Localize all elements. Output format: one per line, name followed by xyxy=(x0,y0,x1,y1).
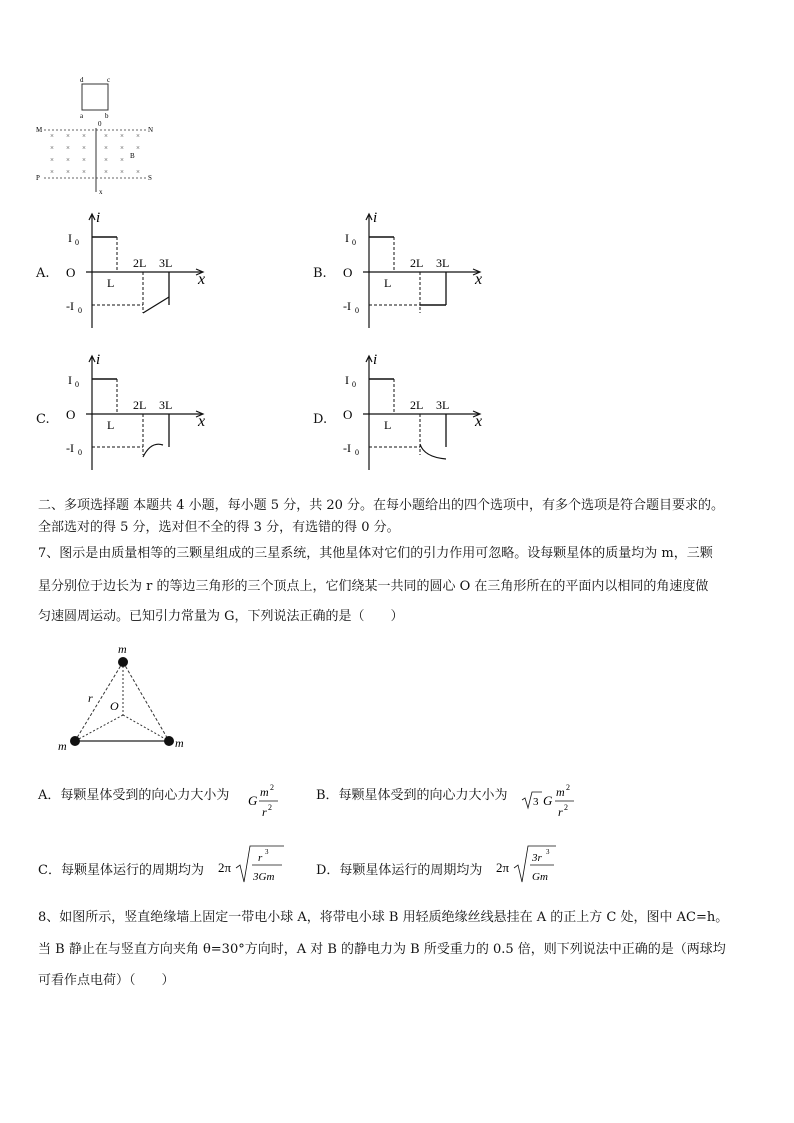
current-graph-a[interactable] xyxy=(62,210,212,335)
svg-text:3: 3 xyxy=(533,796,539,808)
label-a: a xyxy=(80,112,84,120)
svg-text:2: 2 xyxy=(564,803,568,812)
label-c: c xyxy=(107,76,111,84)
section-2-line-1: 二、多项选择题 本题共 4 小题，每小题 5 分，共 20 分。在每小题给出的四个选项中，有多个选项是符合题目要求的。 xyxy=(38,498,725,513)
svg-text:L: L xyxy=(107,276,115,290)
svg-text:m: m xyxy=(556,785,565,799)
label-m-left: m xyxy=(58,739,67,753)
svg-text:0: 0 xyxy=(352,380,356,389)
label-s: S xyxy=(148,174,152,182)
svg-text:2: 2 xyxy=(270,783,274,792)
svg-text:2L: 2L xyxy=(410,256,424,270)
label-b-field: B xyxy=(130,152,135,160)
svg-text:0: 0 xyxy=(352,238,356,247)
label-n: N xyxy=(148,126,154,134)
svg-text:×: × xyxy=(66,168,70,176)
q7-line-3: 匀速圆周运动。已知引力常量为 G，下列说法正确的是（ ） xyxy=(38,609,404,624)
svg-text:O: O xyxy=(66,265,76,280)
svg-text:×: × xyxy=(136,144,140,152)
svg-text:×: × xyxy=(120,168,124,176)
svg-text:3L: 3L xyxy=(436,398,450,412)
svg-text:O: O xyxy=(66,407,76,422)
svg-text:×: × xyxy=(104,156,108,164)
label-o: O xyxy=(110,699,119,713)
svg-text:O: O xyxy=(343,265,353,280)
svg-text:×: × xyxy=(82,156,86,164)
svg-text:x: x xyxy=(475,271,483,288)
svg-text:m: m xyxy=(260,785,269,799)
star-right xyxy=(164,736,174,746)
svg-text:×: × xyxy=(104,144,108,152)
svg-text:×: × xyxy=(136,168,140,176)
svg-text:G: G xyxy=(543,793,553,808)
svg-text:I: I xyxy=(68,231,72,245)
current-graph-c[interactable] xyxy=(62,352,212,477)
svg-text:-I: -I xyxy=(343,441,351,455)
q7-option-a[interactable] xyxy=(38,784,229,803)
q8-line-2: 当 B 静止在与竖直方向夹角 θ=30°方向时，A 对 B 的静电力为 B 所受重力的 0.5 倍，则下列说法中正确的是（两球均 xyxy=(38,942,726,957)
graph-option-letter-b: B. xyxy=(313,266,327,281)
label-m: M xyxy=(36,126,43,134)
graph-option-letter-d: D. xyxy=(313,412,328,427)
svg-text:0: 0 xyxy=(355,448,359,457)
q7-line-2: 星分别位于边长为 r 的等边三角形的三个顶点上，它们绕某一共同的圆心 O 在三角形所在的平面内以相同的角速度做 xyxy=(38,579,709,594)
magnetic-field-figure xyxy=(34,74,164,196)
svg-text:r: r xyxy=(258,852,263,864)
label-r: r xyxy=(88,691,93,705)
option-d-formula xyxy=(494,842,564,890)
svg-text:3L: 3L xyxy=(159,256,173,270)
svg-text:2: 2 xyxy=(268,803,272,812)
svg-text:×: × xyxy=(66,144,70,152)
option-b-formula xyxy=(520,780,580,822)
star-top xyxy=(118,657,128,667)
svg-text:i: i xyxy=(96,210,101,226)
label-d: d xyxy=(80,76,84,84)
svg-text:Gm: Gm xyxy=(532,871,548,883)
svg-text:×: × xyxy=(104,168,108,176)
svg-text:L: L xyxy=(384,418,392,432)
label-m-top: m xyxy=(118,642,127,656)
svg-text:2π: 2π xyxy=(496,860,510,875)
svg-text:x: x xyxy=(198,413,206,430)
svg-text:2L: 2L xyxy=(133,398,147,412)
svg-text:i: i xyxy=(373,210,378,226)
svg-text:2π: 2π xyxy=(218,860,232,875)
svg-text:-I: -I xyxy=(66,299,74,313)
svg-text:×: × xyxy=(82,132,86,140)
svg-text:×: × xyxy=(82,168,86,176)
option-c-text: C．每颗星体运行的周期均为 xyxy=(38,863,204,878)
label-b: b xyxy=(105,112,109,120)
svg-text:I: I xyxy=(345,373,349,387)
svg-text:L: L xyxy=(107,418,115,432)
square-loop xyxy=(82,84,108,110)
option-c-formula xyxy=(216,842,288,890)
svg-text:×: × xyxy=(120,144,124,152)
q7-line-1: 7、图示是由质量相等的三颗星组成的三星系统，其他星体对它们的引力作用可忽略。设每颗星体的质量均为 m，三颗 xyxy=(38,546,713,561)
label-p: P xyxy=(36,174,40,182)
svg-text:i: i xyxy=(96,352,101,368)
svg-text:×: × xyxy=(120,156,124,164)
svg-text:-I: -I xyxy=(343,299,351,313)
q8-line-3: 可看作点电荷）（ ） xyxy=(38,973,175,988)
svg-text:i: i xyxy=(373,352,378,368)
graph-option-letter-c: C. xyxy=(36,412,50,427)
svg-text:I: I xyxy=(345,231,349,245)
label-x: x xyxy=(99,188,103,196)
svg-text:x: x xyxy=(475,413,483,430)
svg-text:r: r xyxy=(558,805,563,819)
side-right xyxy=(123,662,169,741)
svg-text:0: 0 xyxy=(75,238,79,247)
option-a-formula xyxy=(246,780,286,822)
svg-text:×: × xyxy=(66,156,70,164)
current-graph-b[interactable] xyxy=(339,210,489,335)
svg-text:×: × xyxy=(136,132,140,140)
svg-text:×: × xyxy=(50,144,54,152)
svg-text:I: I xyxy=(68,373,72,387)
option-b-text: B．每颗星体受到的向心力大小为 xyxy=(316,788,508,803)
svg-text:×: × xyxy=(50,168,54,176)
graph-option-letter-a: A. xyxy=(36,266,50,281)
svg-text:3r: 3r xyxy=(532,852,542,864)
q7-option-b[interactable] xyxy=(316,784,508,803)
label-o: 0 xyxy=(98,120,102,128)
current-graph-d[interactable] xyxy=(339,352,489,477)
field-crosses xyxy=(50,132,140,176)
svg-text:2L: 2L xyxy=(133,256,147,270)
svg-text:3: 3 xyxy=(265,848,269,856)
svg-text:×: × xyxy=(82,144,86,152)
svg-text:×: × xyxy=(120,132,124,140)
q7-option-d[interactable] xyxy=(316,859,482,878)
q7-option-c[interactable] xyxy=(38,859,204,878)
svg-text:3: 3 xyxy=(546,848,550,856)
median-left xyxy=(75,715,123,741)
svg-text:2: 2 xyxy=(566,783,570,792)
svg-text:-I: -I xyxy=(66,441,74,455)
svg-text:2L: 2L xyxy=(410,398,424,412)
option-a-text: A．每颗星体受到的向心力大小为 xyxy=(38,788,230,803)
star-left xyxy=(70,736,80,746)
svg-text:3Gm: 3Gm xyxy=(253,871,275,883)
svg-text:×: × xyxy=(66,132,70,140)
three-star-figure xyxy=(52,640,202,755)
median-right xyxy=(123,715,169,741)
label-m-right: m xyxy=(175,736,184,750)
svg-text:0: 0 xyxy=(75,380,79,389)
svg-text:O: O xyxy=(343,407,353,422)
svg-text:L: L xyxy=(384,276,392,290)
svg-text:G: G xyxy=(248,793,258,808)
svg-text:0: 0 xyxy=(355,306,359,315)
option-d-text: D．每颗星体运行的周期均为 xyxy=(316,863,483,878)
svg-text:×: × xyxy=(50,156,54,164)
svg-text:3L: 3L xyxy=(436,256,450,270)
section-2-line-2: 全部选对的得 5 分，选对但不全的得 3 分，有选错的得 0 分。 xyxy=(38,520,400,535)
svg-text:×: × xyxy=(50,132,54,140)
q8-line-1: 8、如图所示，竖直绝缘墙上固定一带电小球 A，将带电小球 B 用轻质绝缘丝线悬挂在 A 的正上方 C 处，图中 AC=h。 xyxy=(38,910,729,925)
svg-text:0: 0 xyxy=(78,306,82,315)
svg-text:x: x xyxy=(198,271,206,288)
svg-text:0: 0 xyxy=(78,448,82,457)
svg-text:×: × xyxy=(104,132,108,140)
svg-text:3L: 3L xyxy=(159,398,173,412)
svg-text:r: r xyxy=(262,805,267,819)
